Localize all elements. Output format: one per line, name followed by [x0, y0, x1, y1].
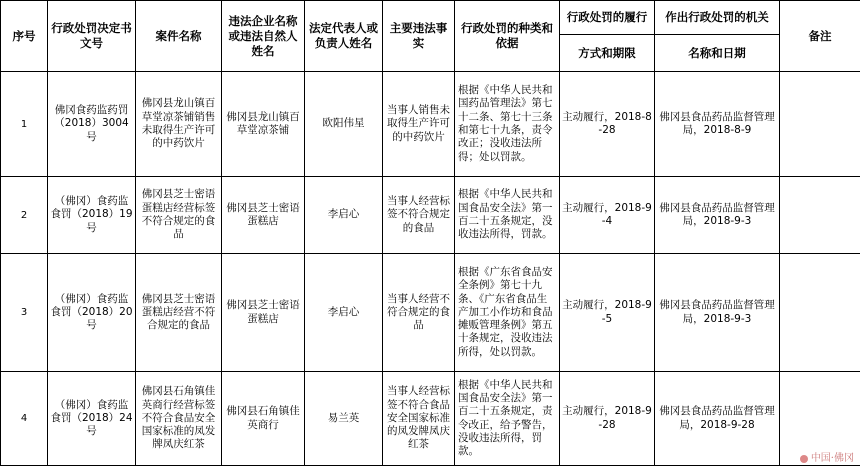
cell-legal-rep: 李启心 — [305, 177, 383, 254]
cell-penalty: 根据《广东省食品安全条例》第七十九条、《广东省食品生产加工小作坊和食品摊贩管理条例》第五十条规定，没收违法所得，处以罚款。 — [455, 254, 560, 372]
cell-penalty: 根据《中华人民共和国药品管理法》第七十二条、第七十三条和第七十九条，责令改正；没收违法所得；处以罚款。 — [455, 72, 560, 177]
header-authority-sub: 名称和日期 — [655, 35, 780, 72]
header-remark: 备注 — [780, 1, 860, 72]
cell-doc-no: （佛冈）食药监食罚（2018）20号 — [48, 254, 136, 372]
cell-seq: 3 — [1, 254, 48, 372]
cell-remark — [780, 72, 860, 177]
header-doc-no: 行政处罚决定书文号 — [48, 1, 136, 72]
cell-doc-no: 佛冈食药监药罚（2018）3004号 — [48, 72, 136, 177]
cell-legal-rep: 易兰英 — [305, 372, 383, 466]
cell-legal-rep: 李启心 — [305, 254, 383, 372]
cell-remark — [780, 177, 860, 254]
cell-facts: 当事人经营标签不符合食品安全国家标准的凤发牌凤庆红茶 — [383, 372, 455, 466]
cell-seq: 4 — [1, 372, 48, 466]
cell-case-name: 佛冈县芝士密语蛋糕店经营不符合规定的食品 — [136, 254, 222, 372]
table-row — [1, 254, 860, 372]
cell-perform: 主动履行，2018-9-4 — [560, 177, 655, 254]
cell-case-name: 佛冈县石角镇佳英商行经营标签不符合食品安全国家标准的凤发牌凤庆红茶 — [136, 372, 222, 466]
cell-perform: 主动履行，2018-8-28 — [560, 72, 655, 177]
cell-authority: 佛冈县食品药品监督管理局，2018-9-28 — [655, 372, 780, 466]
header-party: 违法企业名称或违法自然人姓名 — [222, 1, 305, 72]
cell-party: 佛冈县芝士密语蛋糕店 — [222, 177, 305, 254]
cell-seq: 2 — [1, 177, 48, 254]
cell-remark — [780, 254, 860, 372]
cell-facts: 当事人经营不符合规定的食品 — [383, 254, 455, 372]
cell-penalty: 根据《中华人民共和国食品安全法》第一百二十五条规定，责令改正，给予警告，没收违法所得，罚款。 — [455, 372, 560, 466]
table-row — [1, 72, 860, 177]
cell-party: 佛冈县石角镇佳英商行 — [222, 372, 305, 466]
table-row — [1, 372, 860, 466]
cell-doc-no: （佛冈）食药监食罚（2018）24号 — [48, 372, 136, 466]
cell-authority: 佛冈县食品药品监督管理局，2018-9-3 — [655, 177, 780, 254]
cell-penalty: 根据《中华人民共和国食品安全法》第一百二十五条规定，没收违法所得，罚款。 — [455, 177, 560, 254]
header-penalty: 行政处罚的种类和依据 — [455, 1, 560, 72]
cell-authority: 佛冈县食品药品监督管理局，2018-9-3 — [655, 254, 780, 372]
header-legal-rep: 法定代表人或负责人姓名 — [305, 1, 383, 72]
watermark-logo-icon — [800, 455, 808, 463]
header-authority: 作出行政处罚的机关 — [655, 1, 780, 35]
cell-doc-no: （佛冈）食药监食罚（2018）19号 — [48, 177, 136, 254]
cell-case-name: 佛冈县芝士密语蛋糕店经营标签不符合规定的食品 — [136, 177, 222, 254]
header-seq: 序号 — [1, 1, 48, 72]
cell-case-name: 佛冈县龙山镇百草堂凉茶铺销售未取得生产许可的中药饮片 — [136, 72, 222, 177]
cell-legal-rep: 欧阳伟星 — [305, 72, 383, 177]
header-perform-sub: 方式和期限 — [560, 35, 655, 72]
cell-authority: 佛冈县食品药品监督管理局，2018-8-9 — [655, 72, 780, 177]
cell-perform: 主动履行，2018-9-28 — [560, 372, 655, 466]
header-perform: 行政处罚的履行 — [560, 1, 655, 35]
header-row — [1, 1, 860, 35]
cell-party: 佛冈县龙山镇百草堂凉茶铺 — [222, 72, 305, 177]
watermark — [800, 449, 854, 464]
cell-facts: 当事人销售未取得生产许可的中药饮片 — [383, 72, 455, 177]
cell-perform: 主动履行，2018-9-5 — [560, 254, 655, 372]
header-case-name: 案件名称 — [136, 1, 222, 72]
cell-facts: 当事人经营标签不符合规定的食品 — [383, 177, 455, 254]
watermark-text: 中国·佛冈 — [810, 453, 854, 464]
header-facts: 主要违法事实 — [383, 1, 455, 72]
cell-seq: 1 — [1, 72, 48, 177]
table-row — [1, 177, 860, 254]
cell-party: 佛冈县芝士密语蛋糕店 — [222, 254, 305, 372]
